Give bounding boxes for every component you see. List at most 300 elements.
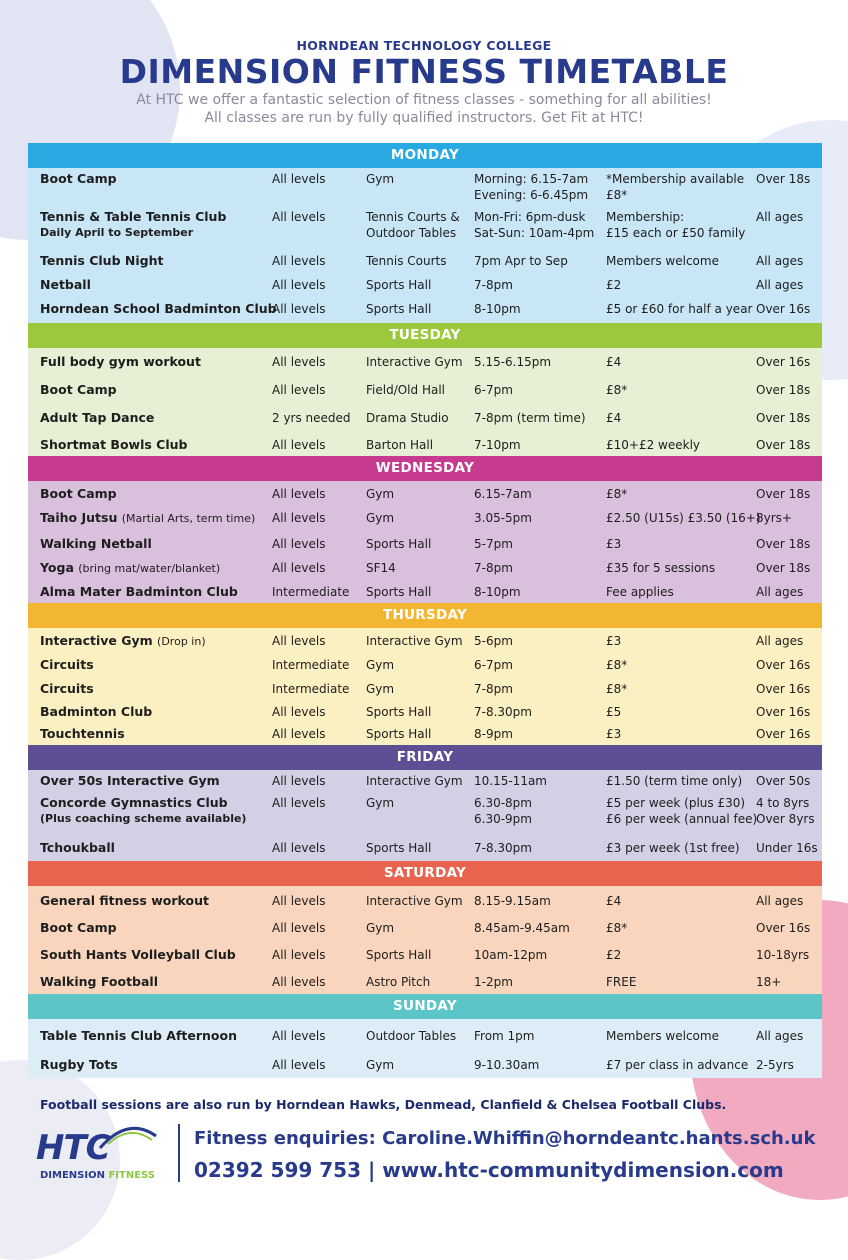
age-cell <box>756 773 810 789</box>
age-cell-line: All ages <box>756 254 804 268</box>
age-cell <box>756 726 810 742</box>
age-cell-line: Over 16s <box>756 302 811 316</box>
venue-cell <box>366 920 394 936</box>
subtitle-line-2: All classes are run by fully qualified instructors. Get Fit at HTC! <box>204 110 644 126</box>
level-cell-line: All levels <box>272 774 326 788</box>
price-cell-line-2: £15 each or £50 family <box>606 226 746 240</box>
level-cell-line: All levels <box>272 634 326 648</box>
price-cell-line: £4 <box>606 894 622 908</box>
age-cell-line: Over 16s <box>756 658 811 672</box>
age-cell-line: All ages <box>756 210 804 224</box>
time-cell-line: 6-7pm <box>474 383 513 397</box>
age-cell-line-2: Over 8yrs <box>756 812 815 826</box>
venue-cell <box>366 840 431 856</box>
level-cell-line: All levels <box>272 921 326 935</box>
level-cell <box>272 795 325 811</box>
time-cell-line: 5-6pm <box>474 634 513 648</box>
age-cell <box>756 840 818 856</box>
activity-cell <box>40 560 220 577</box>
age-cell <box>756 536 810 552</box>
price-cell <box>606 840 740 856</box>
activity-cell <box>40 657 94 673</box>
level-cell <box>272 510 325 526</box>
venue-cell <box>366 410 449 426</box>
price-cell <box>606 410 621 426</box>
venue-cell <box>366 437 433 453</box>
activity-cell <box>40 277 91 293</box>
activity-name: Circuits <box>40 681 94 696</box>
level-cell-line: Intermediate <box>272 658 350 672</box>
venue-cell <box>366 657 394 673</box>
level-cell-line: All levels <box>272 894 326 908</box>
football-note: Football sessions are also run by Horndean Hawks, Denmead, Clanfield & Chelsea Football Clubs. <box>40 1097 727 1112</box>
subtitle-line-1: At HTC we offer a fantastic selection of fitness classes - something for all abilities! <box>136 92 712 108</box>
venue-cell-line: SF14 <box>366 561 396 575</box>
age-cell <box>756 1028 803 1044</box>
age-cell <box>756 209 803 225</box>
level-cell <box>272 726 325 742</box>
age-cell-line: Over 18s <box>756 172 811 186</box>
age-cell <box>756 795 815 827</box>
level-cell <box>272 1057 325 1073</box>
time-cell-line: 1-2pm <box>474 975 513 989</box>
price-cell-line: Membership: <box>606 210 685 224</box>
time-cell <box>474 510 532 526</box>
price-cell-line: £5 or £60 for half a year <box>606 302 753 316</box>
age-cell-line: Over 16s <box>756 355 811 369</box>
venue-cell-line: Sports Hall <box>366 948 432 962</box>
age-cell-line: 8yrs+ <box>756 511 792 525</box>
price-cell-line: £5 per week (plus £30) <box>606 796 746 810</box>
time-cell <box>474 209 594 241</box>
venue-cell-line: Field/Old Hall <box>366 383 445 397</box>
time-cell-line-2: Sat-Sun: 10am-4pm <box>474 226 595 240</box>
time-cell-line: 8.45am-9.45am <box>474 921 570 935</box>
day-section-sunday <box>28 1019 822 1078</box>
level-cell-line: All levels <box>272 511 326 525</box>
venue-cell-line-2: Outdoor Tables <box>366 226 457 240</box>
price-cell-line: £7 per class in advance <box>606 1058 749 1072</box>
price-cell-line: £8* <box>606 682 628 696</box>
logo-dimension-word: DIMENSION <box>40 1170 105 1181</box>
level-cell-line: All levels <box>272 172 326 186</box>
level-cell <box>272 920 325 936</box>
day-section-tuesday <box>28 348 822 456</box>
level-cell <box>272 382 325 398</box>
venue-cell-line: Sports Hall <box>366 705 432 719</box>
venue-cell <box>366 681 394 697</box>
level-cell <box>272 354 325 370</box>
activity-name: Boot Camp <box>40 171 117 186</box>
age-cell-line: Over 16s <box>756 727 811 741</box>
age-cell <box>756 1057 794 1073</box>
activity-cell <box>40 893 209 909</box>
phone-and-website: 02392 599 753 | www.htc-communitydimension.com <box>194 1158 784 1182</box>
price-cell <box>606 560 715 576</box>
time-cell-line-2: 6.30-9pm <box>474 812 532 826</box>
level-cell-line: All levels <box>272 278 326 292</box>
venue-cell <box>366 354 463 370</box>
time-cell <box>474 947 547 963</box>
price-cell <box>606 795 757 827</box>
age-cell <box>756 560 810 576</box>
age-cell-line: Over 16s <box>756 682 811 696</box>
venue-cell-line: Barton Hall <box>366 438 434 452</box>
activity-cell <box>40 974 158 990</box>
time-cell-line: 8-10pm <box>474 585 521 599</box>
level-cell <box>272 171 325 187</box>
price-cell-line: £4 <box>606 355 622 369</box>
day-section-monday <box>28 168 822 323</box>
price-cell <box>606 1057 748 1073</box>
time-cell-line: 5.15-6.15pm <box>474 355 552 369</box>
level-cell <box>272 584 349 600</box>
venue-cell-line: Gym <box>366 921 395 935</box>
age-cell <box>756 947 809 963</box>
level-cell <box>272 704 325 720</box>
footer-divider <box>178 1124 180 1182</box>
age-cell-line: Over 18s <box>756 383 811 397</box>
activity-cell <box>40 437 187 453</box>
price-cell <box>606 657 627 673</box>
activity-name: Rugby Tots <box>40 1057 118 1072</box>
price-cell <box>606 893 621 909</box>
venue-cell <box>366 633 463 649</box>
day-header-thursday: THURSDAY <box>28 603 822 628</box>
college-name: HORNDEAN TECHNOLOGY COLLEGE <box>296 38 552 53</box>
venue-cell-line: Gym <box>366 511 395 525</box>
activity-cell <box>40 536 152 552</box>
time-cell-line-2: Evening: 6-6.45pm <box>474 188 589 202</box>
activity-cell <box>40 633 206 650</box>
age-cell-line: 2-5yrs <box>756 1058 794 1072</box>
venue-cell-line: Sports Hall <box>366 585 432 599</box>
level-cell <box>272 893 325 909</box>
venue-cell <box>366 1057 394 1073</box>
age-cell-line: All ages <box>756 634 804 648</box>
age-cell <box>756 253 803 269</box>
price-cell <box>606 704 621 720</box>
level-cell-line: All levels <box>272 383 326 397</box>
activity-name: Walking Netball <box>40 536 152 551</box>
age-cell <box>756 382 810 398</box>
level-cell <box>272 209 325 225</box>
activity-name: Boot Camp <box>40 920 117 935</box>
time-cell-line: 3.05-5pm <box>474 511 532 525</box>
activity-cell <box>40 947 236 963</box>
price-cell-line: £5 <box>606 705 622 719</box>
venue-cell <box>366 209 460 241</box>
price-cell <box>606 354 621 370</box>
age-cell <box>756 974 781 990</box>
venue-cell <box>366 795 394 811</box>
level-cell-line: All levels <box>272 487 326 501</box>
activity-name: Concorde Gymnastics Club <box>40 795 228 810</box>
venue-cell <box>366 277 431 293</box>
level-cell <box>272 840 325 856</box>
activity-cell <box>40 486 117 502</box>
venue-cell-line: Tennis Courts & <box>366 210 460 224</box>
activity-name: Interactive Gym <box>40 633 153 648</box>
time-cell <box>474 584 521 600</box>
price-cell <box>606 277 621 293</box>
time-cell <box>474 382 513 398</box>
activity-name: Shortmat Bowls Club <box>40 437 188 452</box>
level-cell-line: All levels <box>272 1058 326 1072</box>
price-cell-line: £35 for 5 sessions <box>606 561 716 575</box>
age-cell <box>756 301 810 317</box>
price-cell-line: £3 per week (1st free) <box>606 841 740 855</box>
activity-note: (Martial Arts, term time) <box>121 512 256 525</box>
age-cell-line: All ages <box>756 894 804 908</box>
venue-cell-line: Interactive Gym <box>366 634 463 648</box>
activity-name: Over 50s Interactive Gym <box>40 773 220 788</box>
activity-cell <box>40 382 117 398</box>
price-cell <box>606 486 627 502</box>
time-cell-line: 6.30-8pm <box>474 796 532 810</box>
price-cell-line: £10+£2 weekly <box>606 438 701 452</box>
time-cell <box>474 773 547 789</box>
activity-cell <box>40 1057 118 1073</box>
level-cell-line: All levels <box>272 355 326 369</box>
time-cell <box>474 704 532 720</box>
age-cell <box>756 893 803 909</box>
activity-cell <box>40 171 117 187</box>
activity-name: Adult Tap Dance <box>40 410 155 425</box>
price-cell <box>606 681 627 697</box>
price-cell-line: £2 <box>606 948 622 962</box>
venue-cell <box>366 584 431 600</box>
activity-name: South Hants Volleyball Club <box>40 947 236 962</box>
level-cell-line: All levels <box>272 254 326 268</box>
time-cell <box>474 560 513 576</box>
level-cell <box>272 437 325 453</box>
level-cell <box>272 301 325 317</box>
time-cell-line: From 1pm <box>474 1029 535 1043</box>
level-cell <box>272 657 349 673</box>
age-cell <box>756 277 803 293</box>
level-cell-line: Intermediate <box>272 585 350 599</box>
time-cell <box>474 726 513 742</box>
activity-cell <box>40 795 246 827</box>
age-cell-line: All ages <box>756 585 804 599</box>
activity-name: General fitness workout <box>40 893 209 908</box>
time-cell <box>474 657 513 673</box>
price-cell-line: £8* <box>606 658 628 672</box>
activity-cell <box>40 773 220 789</box>
time-cell-line: 7-8.30pm <box>474 705 532 719</box>
age-cell <box>756 510 792 526</box>
venue-cell-line: Sports Hall <box>366 727 432 741</box>
activity-cell <box>40 920 117 936</box>
time-cell-line: Mon-Fri: 6pm-dusk <box>474 210 586 224</box>
time-cell-line: 8-9pm <box>474 727 513 741</box>
venue-cell-line: Sports Hall <box>366 841 432 855</box>
time-cell <box>474 920 570 936</box>
age-cell <box>756 486 810 502</box>
venue-cell-line: Astro Pitch <box>366 975 431 989</box>
price-cell-line: £8* <box>606 383 628 397</box>
timetable <box>28 143 822 1078</box>
time-cell <box>474 410 586 426</box>
age-cell-line: Over 18s <box>756 438 811 452</box>
price-cell-line: £2.50 (U15s) £3.50 (16+) <box>606 511 761 525</box>
htc-logo <box>36 1122 166 1186</box>
venue-cell-line: Gym <box>366 682 395 696</box>
level-cell-line: All levels <box>272 948 326 962</box>
price-cell <box>606 437 700 453</box>
level-cell-line: All levels <box>272 561 326 575</box>
time-cell <box>474 536 513 552</box>
venue-cell-line: Drama Studio <box>366 411 449 425</box>
activity-name: Tennis & Table Tennis Club <box>40 209 227 224</box>
level-cell-line: All levels <box>272 975 326 989</box>
day-section-wednesday <box>28 481 822 603</box>
venue-cell <box>366 974 430 990</box>
level-cell <box>272 947 325 963</box>
activity-name: Netball <box>40 277 91 292</box>
price-cell <box>606 301 752 317</box>
venue-cell-line: Sports Hall <box>366 278 432 292</box>
price-cell-line: *Membership available <box>606 172 745 186</box>
level-cell <box>272 486 325 502</box>
venue-cell <box>366 560 396 576</box>
time-cell <box>474 893 551 909</box>
time-cell-line: 9-10.30am <box>474 1058 540 1072</box>
level-cell-line: All levels <box>272 302 326 316</box>
venue-cell <box>366 893 463 909</box>
activity-name: Tennis Club Night <box>40 253 164 268</box>
activity-name: Badminton Club <box>40 704 153 719</box>
activity-name: Boot Camp <box>40 382 117 397</box>
time-cell <box>474 301 521 317</box>
price-cell-line: £3 <box>606 727 622 741</box>
time-cell-line: Morning: 6.15-7am <box>474 172 589 186</box>
price-cell <box>606 171 744 203</box>
price-cell-line: £8* <box>606 487 628 501</box>
time-cell-line: 8-10pm <box>474 302 521 316</box>
venue-cell-line: Tennis Courts <box>366 254 447 268</box>
age-cell-line: Over 16s <box>756 705 811 719</box>
activity-name: Taiho Jutsu <box>40 510 118 525</box>
activity-name: Boot Camp <box>40 486 117 501</box>
venue-cell-line: Interactive Gym <box>366 355 463 369</box>
price-cell-line: Fee applies <box>606 585 674 599</box>
venue-cell <box>366 301 431 317</box>
level-cell <box>272 410 351 426</box>
time-cell-line: 7-8pm <box>474 682 513 696</box>
time-cell <box>474 681 513 697</box>
price-cell-line: £2 <box>606 278 622 292</box>
level-cell-line: 2 yrs needed <box>272 411 351 425</box>
time-cell-line: 7-8pm <box>474 561 513 575</box>
day-header-sunday: SUNDAY <box>28 994 822 1019</box>
day-header-wednesday: WEDNESDAY <box>28 456 822 481</box>
activity-subnote: Daily April to September <box>40 226 194 239</box>
price-cell-line-2: £8* <box>606 188 628 202</box>
venue-cell <box>366 947 431 963</box>
age-cell-line: Over 50s <box>756 774 811 788</box>
day-header-saturday: SATURDAY <box>28 861 822 886</box>
price-cell-line: £3 <box>606 537 622 551</box>
age-cell-line: 10-18yrs <box>756 948 810 962</box>
level-cell <box>272 277 325 293</box>
price-cell-line: FREE <box>606 975 637 989</box>
venue-cell <box>366 536 431 552</box>
price-cell <box>606 510 761 526</box>
time-cell-line: 7-8pm <box>474 278 513 292</box>
activity-name: Table Tennis Club Afternoon <box>40 1028 237 1043</box>
age-cell <box>756 633 803 649</box>
time-cell <box>474 974 513 990</box>
age-cell-line: Over 18s <box>756 561 811 575</box>
time-cell <box>474 840 532 856</box>
time-cell-line: 7-10pm <box>474 438 521 452</box>
level-cell-line: All levels <box>272 537 326 551</box>
age-cell <box>756 704 810 720</box>
activity-name: Walking Football <box>40 974 158 989</box>
price-cell-line: Members welcome <box>606 1029 719 1043</box>
age-cell-line: Over 16s <box>756 921 811 935</box>
age-cell-line: Over 18s <box>756 411 811 425</box>
time-cell-line: 7pm Apr to Sep <box>474 254 568 268</box>
price-cell <box>606 536 621 552</box>
level-cell-line: All levels <box>272 796 326 810</box>
time-cell <box>474 354 551 370</box>
activity-name: Full body gym workout <box>40 354 201 369</box>
day-section-thursday <box>28 628 822 745</box>
day-section-friday <box>28 770 822 861</box>
price-cell <box>606 974 636 990</box>
venue-cell <box>366 1028 456 1044</box>
time-cell-line: 7-8pm (term time) <box>474 411 586 425</box>
time-cell <box>474 795 532 827</box>
age-cell <box>756 920 810 936</box>
level-cell-line: Intermediate <box>272 682 350 696</box>
level-cell-line: All levels <box>272 1029 326 1043</box>
price-cell <box>606 920 627 936</box>
day-section-saturday <box>28 886 822 994</box>
activity-cell <box>40 681 94 697</box>
venue-cell-line: Interactive Gym <box>366 894 463 908</box>
activity-name: Alma Mater Badminton Club <box>40 584 238 599</box>
activity-cell <box>40 301 277 317</box>
level-cell <box>272 633 325 649</box>
activity-subnote: (Plus coaching scheme available) <box>40 812 247 825</box>
venue-cell <box>366 510 394 526</box>
day-header-tuesday: TUESDAY <box>28 323 822 348</box>
level-cell <box>272 974 325 990</box>
venue-cell <box>366 171 394 187</box>
time-cell-line: 10am-12pm <box>474 948 548 962</box>
age-cell-line: 4 to 8yrs <box>756 796 810 810</box>
price-cell <box>606 253 719 269</box>
age-cell-line: All ages <box>756 1029 804 1043</box>
venue-cell <box>366 486 394 502</box>
logo-fitness-word: FITNESS <box>108 1170 155 1181</box>
activity-cell <box>40 410 154 426</box>
venue-cell-line: Gym <box>366 172 395 186</box>
day-header-monday: MONDAY <box>28 143 822 168</box>
age-cell-line: Under 16s <box>756 841 818 855</box>
time-cell <box>474 437 521 453</box>
time-cell-line: 6-7pm <box>474 658 513 672</box>
time-cell <box>474 277 513 293</box>
activity-cell <box>40 584 238 600</box>
level-cell-line: All levels <box>272 727 326 741</box>
time-cell-line: 8.15-9.15am <box>474 894 551 908</box>
time-cell <box>474 1057 539 1073</box>
